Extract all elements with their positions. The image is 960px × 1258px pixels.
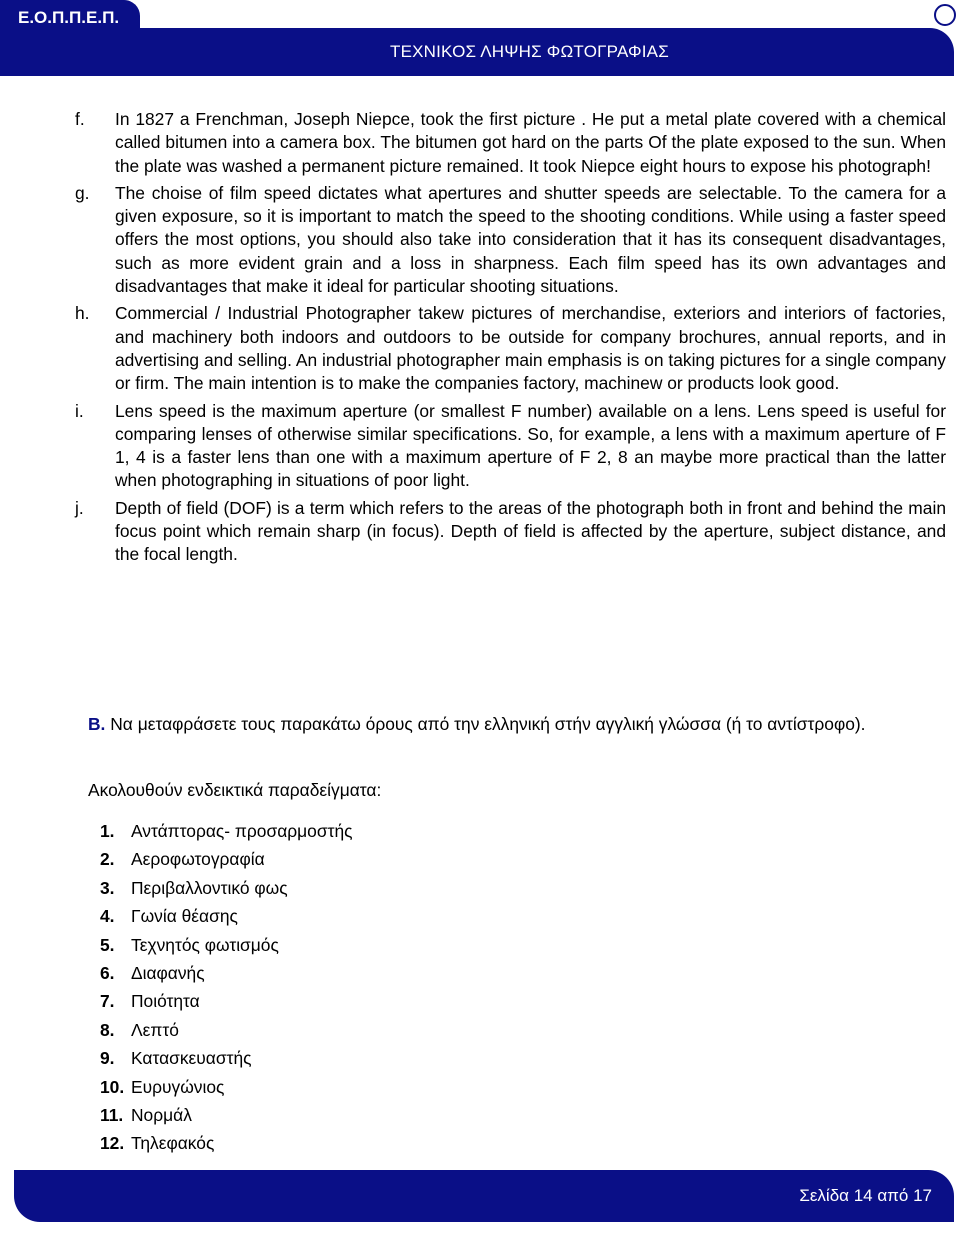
term-number: 11. [100,1104,124,1125]
term-text: Ποιότητα [131,991,200,1012]
term-text: Νορμάλ [131,1104,192,1125]
list-item [100,1076,353,1104]
term-list [100,820,353,1161]
item-letter: h. [75,303,90,324]
term-text: Τηλεφακός [131,1133,215,1154]
term-text: Κατασκευαστής [131,1048,252,1069]
term-text: Περιβαλλοντικό φως [131,877,288,898]
list-item [100,990,353,1018]
term-number: 10. [100,1076,125,1097]
term-number: 9. [100,1048,115,1069]
section-b-letter: B. [88,714,106,734]
term-number: 8. [100,1019,115,1040]
item-g [0,182,960,298]
section-b-instruction [88,712,946,737]
item-h [0,302,960,395]
list-item [100,962,353,990]
item-text: The choise of film speed dictates what apertures and shutter speeds are selectable. To the camera for a given exposure, so it is important to match the speed to the shooting conditions. While using a faster speed offers the most options, you should also take into consideration that it has its consequent disadvantages, such as more evident grain and a loss in sharpness. Each film speed has its own advantages and disadvantages that make it ideal for particular shooting situations. [115,182,946,297]
term-number: 12. [100,1133,125,1154]
item-letter: j. [75,497,84,518]
item-letter: g. [75,182,90,203]
term-text: Γωνία θέασης [131,906,238,927]
term-text: Τεχνητός φωτισμός [131,934,279,955]
term-text: Λεπτό [131,1019,179,1040]
item-text: In 1827 a Frenchman, Joseph Niepce, took the first picture . He put a metal plate covered with a chemical called bitumen into a camera box. The bitumen got hard on the parts Of the plate exposed to the sun. When the plate was washed a permanent picture remained. It took Niepce eight hours to expose his photograph! [115,109,946,176]
page-number: Σελίδα 14 από 17 [799,1186,932,1205]
list-item [100,934,353,962]
exercise-items [0,108,960,571]
list-item [100,1132,353,1160]
term-number: 6. [100,962,115,983]
list-item [100,877,353,905]
term-text: Αεροφωτογραφία [131,849,265,870]
list-item [100,848,353,876]
section-b-text: Να μεταφράσετε τους παρακάτω όρους από την ελληνική στήν αγγλική γλώσσα (ή το αντίστροφο). [110,714,866,734]
item-text: Lens speed is the maximum aperture (or smallest F number) available on a lens. Lens speed is useful for comparing lenses of otherwise similar specifications. So, for example, a lens with a maximum aperture of F 1, 4 is a faster lens than one with a maximum aperture of F 2, 8 an maybe more practical than the latter when photographing in situations of poor light. [115,400,946,491]
item-letter: i. [75,400,84,421]
footer-bar [14,1170,954,1222]
item-f [0,108,960,178]
corner-circle-icon [934,4,956,26]
term-text: Διαφανής [131,962,205,983]
list-item [100,820,353,848]
term-text: Αντάπτορας- προσαρμοστής [131,821,353,841]
item-i [0,400,960,493]
term-number: 7. [100,991,115,1012]
list-item [100,905,353,933]
list-item [100,1019,353,1047]
item-text: Commercial / Industrial Photographer takew pictures of merchandise, exteriors and interiors of factories, and machinery both indoors and outdoors to be outside for company brochures, annual reports, and in advertising and selling. An industrial photographer main emphasis is on taking pictures for a single company or firm. The main intention is to make the companies factory, machinew or products look good. [115,303,946,394]
list-item [100,1104,353,1132]
list-item [100,1047,353,1075]
examples-heading: Ακολουθούν ενδεικτικά παραδείγματα: [88,780,382,800]
term-number: 3. [100,877,115,898]
item-letter: f. [75,109,85,129]
term-number: 5. [100,934,115,955]
term-number: 4. [100,906,115,927]
item-j [0,497,960,567]
term-text: Ευρυγώνιος [131,1076,225,1097]
term-number: 2. [100,849,115,870]
item-text: Depth of field (DOF) is a term which refers to the areas of the photograph both in front and behind the main focus point which remain sharp (in focus). Depth of field is affected by the aperture, subject distance, and the focal length. [115,497,946,565]
org-name: Ε.Ο.Π.Π.Ε.Π. [10,0,133,30]
term-number: 1. [100,821,115,841]
document-title: ΤΕΧΝΙΚΟΣ ΛΗΨΗΣ ΦΩΤΟΓΡΑΦΙΑΣ [390,42,669,61]
